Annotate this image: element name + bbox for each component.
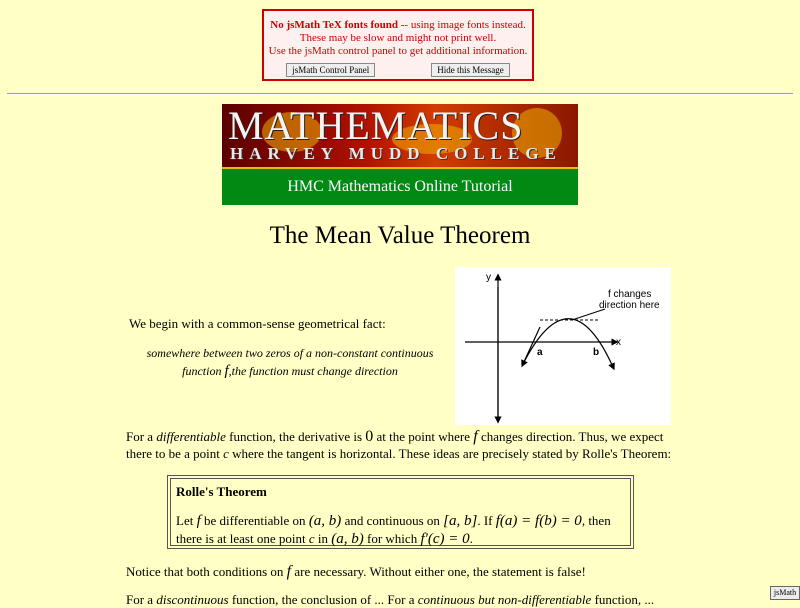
- warning-line-1: [264, 19, 532, 32]
- conditions-paragraph: Notice that both conditions on f are necessary. Without either one, the statement is false!: [126, 563, 586, 580]
- theorem-heading: Rolle's Theorem: [176, 484, 267, 499]
- annotation-line-2: direction here: [599, 300, 660, 311]
- hide-message-button[interactable]: Hide this Message: [431, 63, 510, 77]
- y-axis-label: y: [486, 272, 491, 283]
- geometric-fact-quote: [130, 344, 450, 380]
- warning-line-1-rest: -- using image fonts instead.: [398, 19, 526, 31]
- quote-f: f: [224, 363, 229, 379]
- banner-subtitle: HARVEY MUDD COLLEGE: [230, 144, 562, 163]
- theorem-statement: Let f be differentiable on (a, b) and continuous on [a, b]. If f(a) = f(b) = 0, then there is at least one point c in (a, b) for which f′(c) = 0.: [176, 513, 611, 547]
- warning-line-3: Use the jsMath control panel to get additional information.: [268, 45, 528, 57]
- quote-line-1: somewhere between two zeros of a non-constant continuous: [146, 346, 434, 360]
- quote-rest: ,the function must change direction: [228, 364, 398, 378]
- divider: [7, 93, 793, 95]
- point-a-label: a: [537, 347, 543, 358]
- x-axis-label: x: [616, 337, 621, 348]
- annotation-line-1: f changes: [608, 289, 652, 300]
- curve: [523, 319, 613, 367]
- jsmath-button[interactable]: jsMath: [770, 586, 800, 600]
- rolles-theorem-box: [167, 475, 634, 549]
- page-title: The Mean Value Theorem: [269, 222, 531, 249]
- jsmath-warning-box: [262, 9, 534, 81]
- derivative-paragraph: For a differentiable function, the derivative is 0 at the point where f changes direction. Thus, we expect there to be a point c where the tangent is horizontal. These ideas are precisely stated by Rolle's Theorem:: [126, 428, 672, 461]
- banner-tutorial-link: HMC Mathematics Online Tutorial: [222, 167, 578, 205]
- point-b-label: b: [593, 347, 600, 358]
- hmc-banner[interactable]: [222, 104, 578, 203]
- quote-function-word: function: [182, 364, 225, 378]
- graph-figure: [455, 267, 671, 425]
- jsmath-control-panel-button[interactable]: jsMath Control Panel: [286, 63, 375, 77]
- intro-text: We begin with a common-sense geometrical fact:: [129, 316, 386, 331]
- quote-line-2: [130, 362, 450, 380]
- banner-logo-area: [222, 104, 578, 167]
- banner-title: MATHEMATICS: [228, 104, 524, 148]
- differentiable-term: differentiable: [156, 429, 226, 444]
- warning-bold-text: No jsMath TeX fonts found: [270, 19, 399, 31]
- curve-start: [523, 327, 540, 364]
- warning-line-2: These may be slow and might not print well.: [299, 32, 497, 44]
- partial-paragraph: For a discontinuous function, the conclusion of ... For a continuous but non-differentiable function, ...: [126, 592, 655, 607]
